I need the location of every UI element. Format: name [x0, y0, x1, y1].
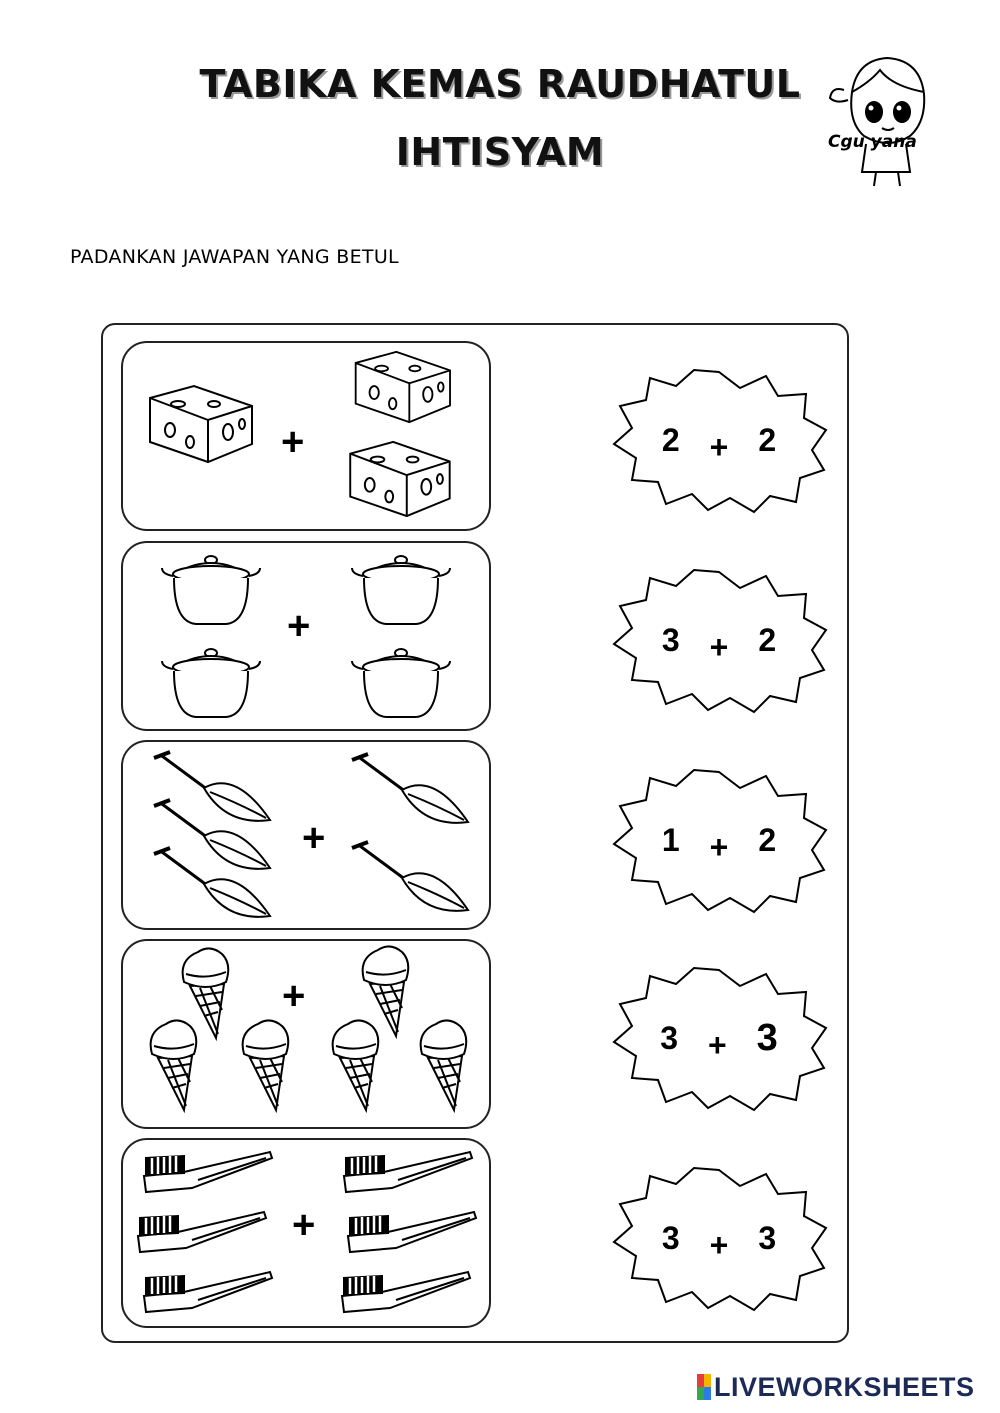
worksheet-title-line1: TABIKA KEMAS RAUDHATUL — [199, 62, 801, 106]
ice-cream-cone-icon — [236, 1016, 292, 1114]
toothbrush-icon — [138, 1146, 274, 1198]
instruction-text: PADANKAN JAWAPAN YANG BETUL — [70, 246, 399, 268]
answer-option-5[interactable] — [608, 1164, 830, 1312]
addend-a: 1 — [661, 821, 680, 858]
addend-a: 3 — [661, 621, 680, 658]
addend-a: 3 — [661, 1219, 680, 1256]
ice-cream-cone-icon — [326, 1016, 382, 1114]
plus-sign: + — [292, 1203, 316, 1247]
answer-option-3[interactable] — [608, 766, 830, 914]
liveworksheets-brand: LIVEWORKSHEETS — [714, 1372, 975, 1402]
ice-cream-cone-icon — [144, 1016, 200, 1114]
plus-sign: + — [287, 604, 311, 648]
cheese-icon — [142, 384, 256, 464]
addend-a: 2 — [661, 421, 680, 458]
cooking-pot-icon — [156, 642, 266, 722]
cheese-icon — [342, 440, 454, 518]
plus-sign: + — [707, 1026, 727, 1063]
plus-sign: + — [282, 974, 306, 1018]
cooking-pot-icon — [156, 550, 266, 628]
plus-sign: + — [709, 628, 729, 665]
girl-cartoon-icon — [822, 52, 952, 192]
toothbrush-icon — [338, 1146, 474, 1198]
spade-icon — [346, 750, 472, 826]
spade-icon — [148, 844, 274, 920]
worksheet-title-line2: IHTISYAM — [395, 130, 605, 174]
addend-b: 3 — [758, 1219, 777, 1256]
toothbrush-icon — [336, 1266, 472, 1318]
liveworksheets-logo-icon — [697, 1374, 711, 1400]
cooking-pot-icon — [346, 550, 456, 628]
answer-option-4[interactable] — [608, 964, 830, 1112]
plus-sign: + — [709, 428, 729, 465]
plus-sign: + — [302, 816, 326, 860]
answer-option-2[interactable] — [608, 566, 830, 714]
cheese-icon — [348, 350, 454, 424]
toothbrush-icon — [132, 1206, 268, 1258]
toothbrush-icon — [342, 1206, 478, 1258]
plus-sign: + — [709, 828, 729, 865]
plus-sign: + — [281, 420, 305, 464]
plus-sign: + — [709, 1226, 729, 1263]
addend-b: 2 — [758, 821, 777, 858]
addend-b: 2 — [758, 621, 777, 658]
addend-a: 3 — [660, 1019, 678, 1056]
addend-b: 3 — [756, 1016, 778, 1059]
cooking-pot-icon — [346, 642, 456, 722]
answer-option-1[interactable] — [608, 366, 830, 514]
ice-cream-cone-icon — [414, 1016, 470, 1114]
spade-icon — [346, 838, 472, 914]
logo-text: Cgu yana — [828, 132, 917, 152]
addend-b: 2 — [758, 421, 777, 458]
toothbrush-icon — [138, 1266, 274, 1318]
